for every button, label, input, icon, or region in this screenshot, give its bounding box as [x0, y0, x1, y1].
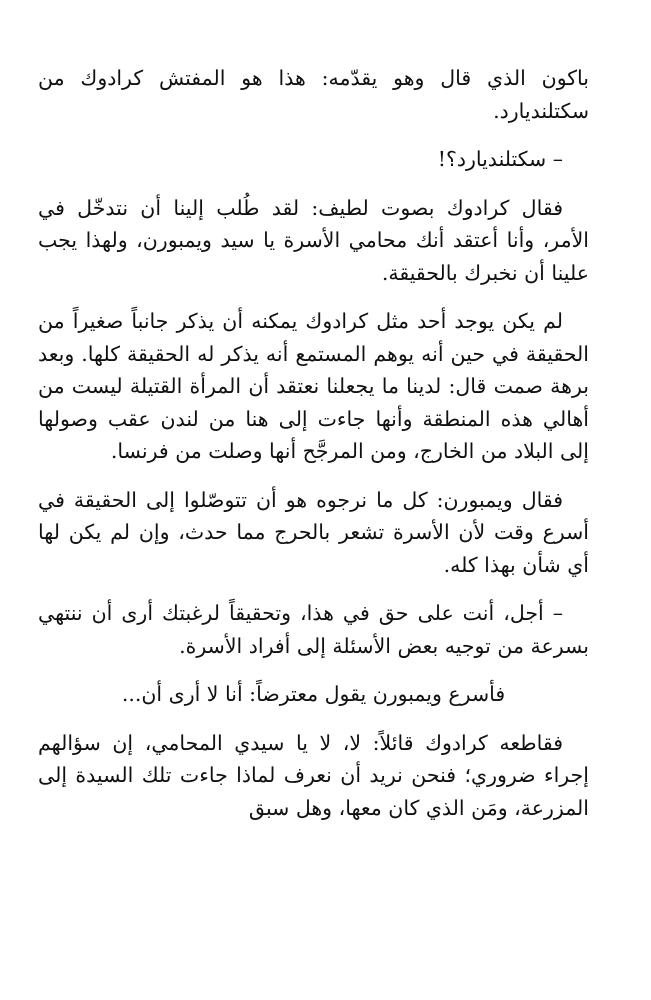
paragraph-2-dialogue: – سكتلنديارد؟!: [437, 147, 563, 171]
paragraph-6-dialogue: – أجل، أنت على حق في هذا، وتحقيقاً لرغبتك أرى أن ننتهي بسرعة من توجيه بعض الأسئلة إلى أفراد الأسرة.: [38, 601, 589, 658]
paragraph-4: لم يكن يوجد أحد مثل كرادوك يمكنه أن يذكر جانباً صغيراً من الحقيقة في حين أنه يوهم المستمع أنه يذكر له الحقيقة كلها. وبعد برهة صمت قال: لدينا ما يجعلنا نعتقد أن المرأة القتيلة ليست من أهالي هذه المنطقة وأنها جاءت إلى هنا من لندن عقب وصولها إلى البلاد من الخارج، ومن المرجَّح أنها وصلت من فرنسا.: [38, 309, 589, 463]
paragraph-1: باكون الذي قال وهو يقدّمه: هذا هو المفتش كرادوك من سكتلنديارد.: [38, 66, 589, 123]
paragraph-5: فقال ويمبورن: كل ما نرجوه هو أن تتوصّلوا إلى الحقيقة في أسرع وقت لأن الأسرة تشعر بالحرج مما حدث، وإن لم يكن لها أي شأن بهذا كله.: [38, 487, 589, 577]
paragraph-8: فقاطعه كرادوك قائلاً: لا، لا يا سيدي المحامي، إن سؤالهم إجراء ضروري؛ فنحن نريد أن نعرف لماذا جاءت تلك السيدة إلى المزرعة، ومَن الذي كان معها، وهل سبق: [38, 730, 589, 820]
paragraph-3: فقال كرادوك بصوت لطيف: لقد طُلب إلينا أن نتدخّل في الأمر، وأنا أعتقد أنك محامي الأسرة يا سيد ويمبورن، ولهذا يجب علينا أن نخبرك بالحقيقة.: [38, 195, 589, 285]
paragraph-7: فأسرع ويمبورن يقول معترضاً: أنا لا أرى أن...: [121, 682, 506, 706]
